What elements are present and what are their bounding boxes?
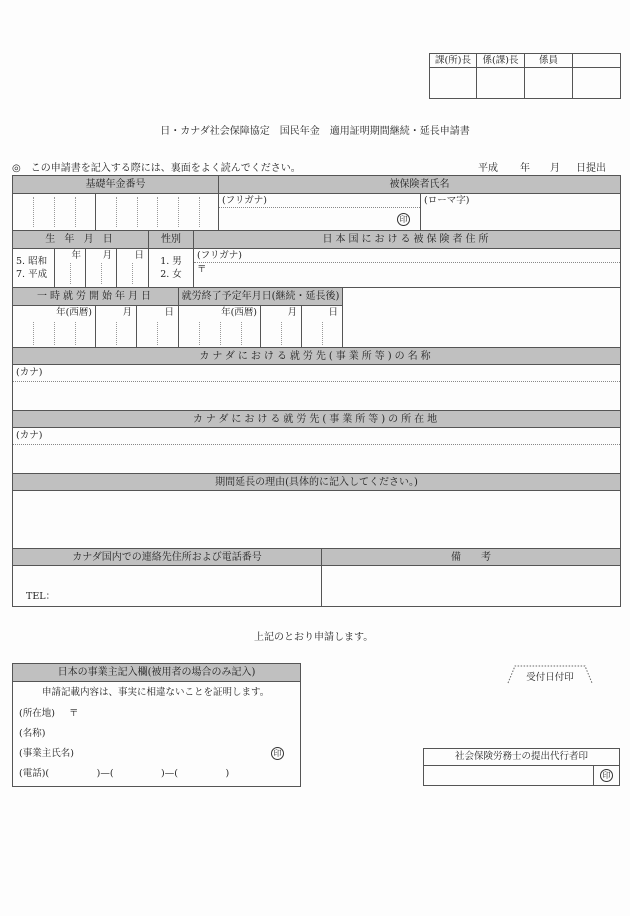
employer-name-field[interactable] xyxy=(13,365,620,410)
insured-name-romaji-field[interactable] xyxy=(421,194,620,231)
employer-address-label: (所在地) xyxy=(19,708,55,719)
work-start-year-field[interactable] xyxy=(13,306,96,347)
contact-header: カナダ国内での連絡先住所および電話番号 xyxy=(13,548,322,566)
employer-phone-format: ( )—( )—( ) xyxy=(45,768,230,779)
employer-name-row[interactable] xyxy=(13,724,300,744)
employer-phone-label: (電話) xyxy=(19,768,46,779)
receipt-stamp-area xyxy=(507,664,593,684)
birthdate-header: 生 年 月 日 xyxy=(13,231,149,249)
gender-header: 性別 xyxy=(149,231,194,249)
approval-col-blank xyxy=(573,54,620,67)
work-start-month-label: 月 xyxy=(122,307,132,318)
agent-seal-box xyxy=(423,748,620,786)
basic-pension-number-field[interactable] xyxy=(13,194,219,231)
approval-col-subsection-chief: 係(課)長 xyxy=(477,54,525,67)
gender-female[interactable]: 2. 女 xyxy=(160,269,182,280)
basic-pension-number-header: 基礎年金番号 xyxy=(13,176,219,194)
submission-month-label: 月 xyxy=(550,163,560,174)
seal-icon: 印 xyxy=(397,213,410,226)
furigana-label: (フリガナ) xyxy=(222,195,267,206)
main-form xyxy=(12,175,621,607)
approval-col-section-chief: 課(所)長 xyxy=(430,54,477,67)
employer-address-header: カナダにおける就労先(事業所等)の所在地 xyxy=(13,410,620,428)
work-end-day-label: 日 xyxy=(328,307,338,318)
insured-name-header: 被保険者氏名 xyxy=(219,176,620,194)
employer-owner-row[interactable] xyxy=(13,744,300,764)
birth-month-label: 月 xyxy=(102,250,112,261)
employer-box-header: 日本の事業主記入欄(被用者の場合のみ記入) xyxy=(13,664,300,682)
birth-era-heisei[interactable]: 7. 平成 xyxy=(16,269,48,280)
employer-address-row[interactable] xyxy=(13,704,300,724)
work-start-day-field[interactable] xyxy=(137,306,179,347)
employer-address-kana-label: (カナ) xyxy=(16,430,43,441)
employer-name-kana-label: (カナ) xyxy=(16,367,43,378)
submission-era: 平成 xyxy=(478,163,498,174)
approval-stamp-subsection-chief[interactable] xyxy=(477,68,525,98)
romaji-label: (ローマ字) xyxy=(424,195,470,206)
reason-field[interactable] xyxy=(13,491,620,548)
work-end-month-label: 月 xyxy=(287,307,297,318)
agent-box-header: 社会保険労務士の提出代行者印 xyxy=(424,749,619,766)
agent-seal-field[interactable] xyxy=(594,766,619,785)
birth-era-options[interactable] xyxy=(13,249,55,288)
submission-year-label: 年 xyxy=(520,163,530,174)
address-furigana-label: (フリガナ) xyxy=(197,250,242,261)
work-end-year-label: 年(西暦) xyxy=(221,307,257,318)
approval-box xyxy=(429,53,621,99)
employer-name-label: (名称) xyxy=(19,728,46,739)
work-end-month-field[interactable] xyxy=(261,306,302,347)
employer-certification-text: 申請記載内容は、事実に相違ないことを証明します。 xyxy=(42,687,270,698)
birth-year-label: 年 xyxy=(71,250,81,261)
employer-owner-label: (事業主氏名) xyxy=(19,748,74,759)
receipt-stamp-label: 受付日付印 xyxy=(526,672,574,683)
birth-day-field[interactable] xyxy=(117,249,149,288)
employer-address-field[interactable] xyxy=(13,428,620,473)
remarks-field[interactable] xyxy=(322,566,620,606)
address-header: 日本国における被保険者住所 xyxy=(194,231,620,249)
form-title: 日・カナダ社会保障協定 国民年金 適用証明期間継続・延長申請書 xyxy=(160,126,470,137)
reason-header: 期間延長の理由(具体的に記入してください。) xyxy=(13,473,620,491)
tel-label: TEL： xyxy=(26,591,56,602)
work-end-year-field[interactable] xyxy=(179,306,261,347)
employer-seal-icon: 印 xyxy=(271,747,284,760)
approval-col-staff: 係員 xyxy=(525,54,573,67)
gender-options[interactable] xyxy=(149,249,194,288)
approval-stamp-blank[interactable] xyxy=(573,68,620,98)
agent-name-field[interactable] xyxy=(424,766,594,785)
employer-certification-box xyxy=(12,663,301,787)
work-start-header: 一時就労開始年月日 xyxy=(13,288,179,306)
birth-year-field[interactable] xyxy=(55,249,86,288)
approval-stamp-staff[interactable] xyxy=(525,68,573,98)
birth-era-showa[interactable]: 5. 昭和 xyxy=(16,256,48,267)
remarks-header: 備 考 xyxy=(322,548,620,566)
agent-seal-icon: 印 xyxy=(600,769,613,782)
approval-stamp-section-chief[interactable] xyxy=(430,68,477,98)
contact-field[interactable] xyxy=(13,566,322,606)
submission-date xyxy=(478,159,606,174)
birth-day-label: 日 xyxy=(134,250,144,261)
insured-name-furigana-field[interactable] xyxy=(219,194,421,231)
instruction-text: ◎ この申請書を記入する際には、裏面をよく読んでください。 xyxy=(12,163,301,174)
submission-day-label: 日提出 xyxy=(576,163,606,174)
work-end-day-field[interactable] xyxy=(302,306,343,347)
work-end-header: 就労終了予定年月日(継続・延長後) xyxy=(179,288,343,306)
postal-mark: 〒 xyxy=(197,264,207,275)
employer-name-header: カナダにおける就労先(事業所等)の名称 xyxy=(13,347,620,365)
work-start-year-label: 年(西暦) xyxy=(56,307,92,318)
address-field[interactable] xyxy=(194,249,620,288)
work-start-day-label: 日 xyxy=(164,307,174,318)
birth-month-field[interactable] xyxy=(86,249,117,288)
employer-postal-mark: 〒 xyxy=(69,708,79,719)
declaration-text: 上記のとおり申請します。 xyxy=(254,632,374,643)
gender-male[interactable]: 1. 男 xyxy=(160,256,182,267)
work-start-month-field[interactable] xyxy=(96,306,137,347)
employer-phone-row[interactable] xyxy=(13,764,300,784)
